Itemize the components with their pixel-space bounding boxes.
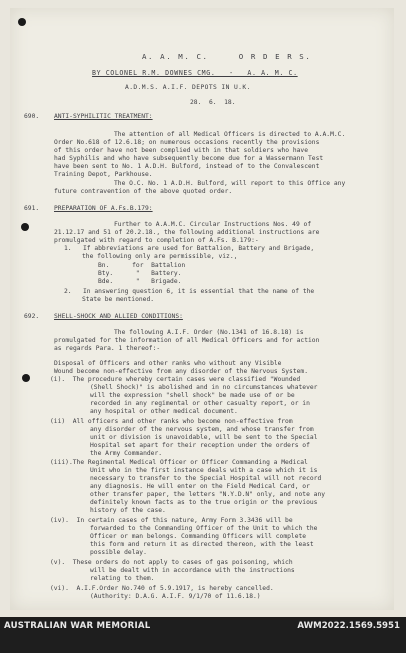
text-line: Officer or man belongs. Commanding Officers will complete [90, 533, 307, 540]
section-heading: PREPARATION OF A.Fs.B.179: [54, 205, 153, 212]
text-line: as regards Para. 1 thereof:- [54, 345, 161, 352]
section-heading: ANTI-SYPHILITIC TREATMENT: [54, 113, 153, 120]
text-line: had Syphilis and who have subsequently become due for a Wassermann Test [54, 155, 324, 162]
text-line: State be mentioned. [82, 296, 155, 303]
text-line: this form and return it as directed thereon, with the least [90, 541, 314, 548]
section-number: 691. [24, 205, 40, 212]
text-line: the following only are permissible, viz., [82, 253, 238, 260]
text-line: Further to A.A.M.C. Circular Instructions Nos. 49 of [114, 221, 312, 228]
text-line: (ii) All officers and other ranks who become non-effective from [50, 418, 293, 425]
text-line: (Authority: D.A.G. A.I.F. 9/1/70 of 11.6.18.) [90, 593, 261, 600]
text-line: Bn. for Battalion [98, 262, 186, 269]
text-line: The O.C. No. 1 A.D.H. Bulford, will report to this Office any [114, 180, 346, 187]
text-line: possible delay. [90, 549, 147, 556]
text-line: Wound become non-effective from any disorder of the Nervous System. [54, 368, 309, 375]
text-line: Hospital set apart for their reception under the orders of [90, 442, 310, 449]
text-line: (iii).The Regimental Medical Officer or Officer Commanding a Medical [50, 459, 308, 466]
document-page [10, 8, 394, 610]
text-line: forwarded to the Commanding Officer of the Unit to which the [90, 525, 318, 532]
text-line: any hospital or other medical document. [90, 408, 238, 415]
text-line: Bty. " Battery. [98, 270, 182, 277]
text-line: the Army Commander. [90, 450, 163, 457]
text-line: (v). These orders do not apply to cases of gas poisoning, which [50, 559, 293, 566]
text-line: of this order have not been complied with in that soldiers who have [54, 147, 309, 154]
text-line: (Shell Shock)" is abolished and in no circumstances whatever [90, 384, 318, 391]
org-line: A.D.M.S. A.I.F. DEPOTS IN U.K. [125, 84, 251, 91]
text-line: 1. If abbreviations are used for Battalion, Battery and Brigade, [64, 245, 315, 252]
text-line: necessary to transfer to the Special Hospital will not record [90, 475, 322, 482]
text-line: Order No.618 of 12.6.18; on numerous occasions recently the provisions [54, 139, 320, 146]
by-line: BY COLONEL R.M. DOWNES CMG. - A. A. M. C. [92, 69, 298, 77]
punch-hole [18, 18, 26, 26]
text-line: (iv). In certain cases of this nature, Army Form 3.3436 will be [50, 517, 293, 524]
text-line: unit or division is unavoidable, will be sent to the Special [90, 434, 318, 441]
text-line: definitely known facts as to the true origin or the previous [90, 499, 318, 506]
text-line: will be dealt with in accordance with the instructions [90, 567, 295, 574]
text-line: other transfer paper, the letters "N.Y.D.N" only, and note any [90, 491, 326, 498]
institution-label: AUSTRALIAN WAR MEMORIAL [4, 621, 151, 631]
text-line: future contravention of the above quoted order. [54, 188, 233, 195]
reference-number: AWM2022.1569.5951 [297, 621, 400, 631]
text-line: The attention of all Medical Officers is directed to A.A.M.C. [114, 131, 346, 138]
text-line: any diagnosis. He will enter on the Field Medical Card, or [90, 483, 310, 490]
section-heading: SHELL-SHOCK AND ALLIED CONDITIONS: [54, 313, 183, 320]
text-line: have been sent to No. 1 A.D.H. Bulford, instead of to the Convalescent [54, 163, 320, 170]
text-line: will the expression "shell shock" be made use of or be [90, 392, 295, 399]
section-number: 692. [24, 313, 40, 320]
text-line: The following A.I.F. Order (No.1341 of 16.8.18) is [114, 329, 304, 336]
text-line: Bde. " Brigade. [98, 278, 182, 285]
text-line: recorded in any regimental or other casualty report, or in [90, 400, 310, 407]
text-line: 21.12.17 and 51 of 20.2.18., the following additional instructions are [54, 229, 320, 236]
text-line: promulgated with regard to completion of A.Fs. B.179:- [54, 237, 259, 244]
document-date: 28. 6. 18. [190, 99, 236, 106]
section-number: 690. [24, 113, 40, 120]
punch-hole [21, 223, 29, 231]
text-line: (vi). A.I.F.Order No.740 of 5.9.1917, is hereby cancelled. [50, 585, 274, 592]
text-line: history of the case. [90, 507, 166, 514]
punch-hole [22, 374, 30, 382]
text-line: any disorder of the nervous system, and whose transfer from [90, 426, 314, 433]
text-line: 2. In answering question 6, it is essential that the name of the [64, 288, 315, 295]
text-line: Unit who in the first instance deals with a case which it is [90, 467, 318, 474]
text-line: (i). The procedure whereby certain cases were classified "Wounded [50, 376, 301, 383]
text-line: Disposal of Officers and other ranks who without any Visible [54, 360, 282, 367]
text-line: relating to them. [90, 575, 155, 582]
text-line: Training Depot, Parkhouse. [54, 171, 153, 178]
text-line: promulgated for the information of all Medical Officers and for action [54, 337, 320, 344]
archive-footer [0, 617, 406, 653]
document-title: A. A. M. C. O R D E R S. [142, 52, 312, 61]
